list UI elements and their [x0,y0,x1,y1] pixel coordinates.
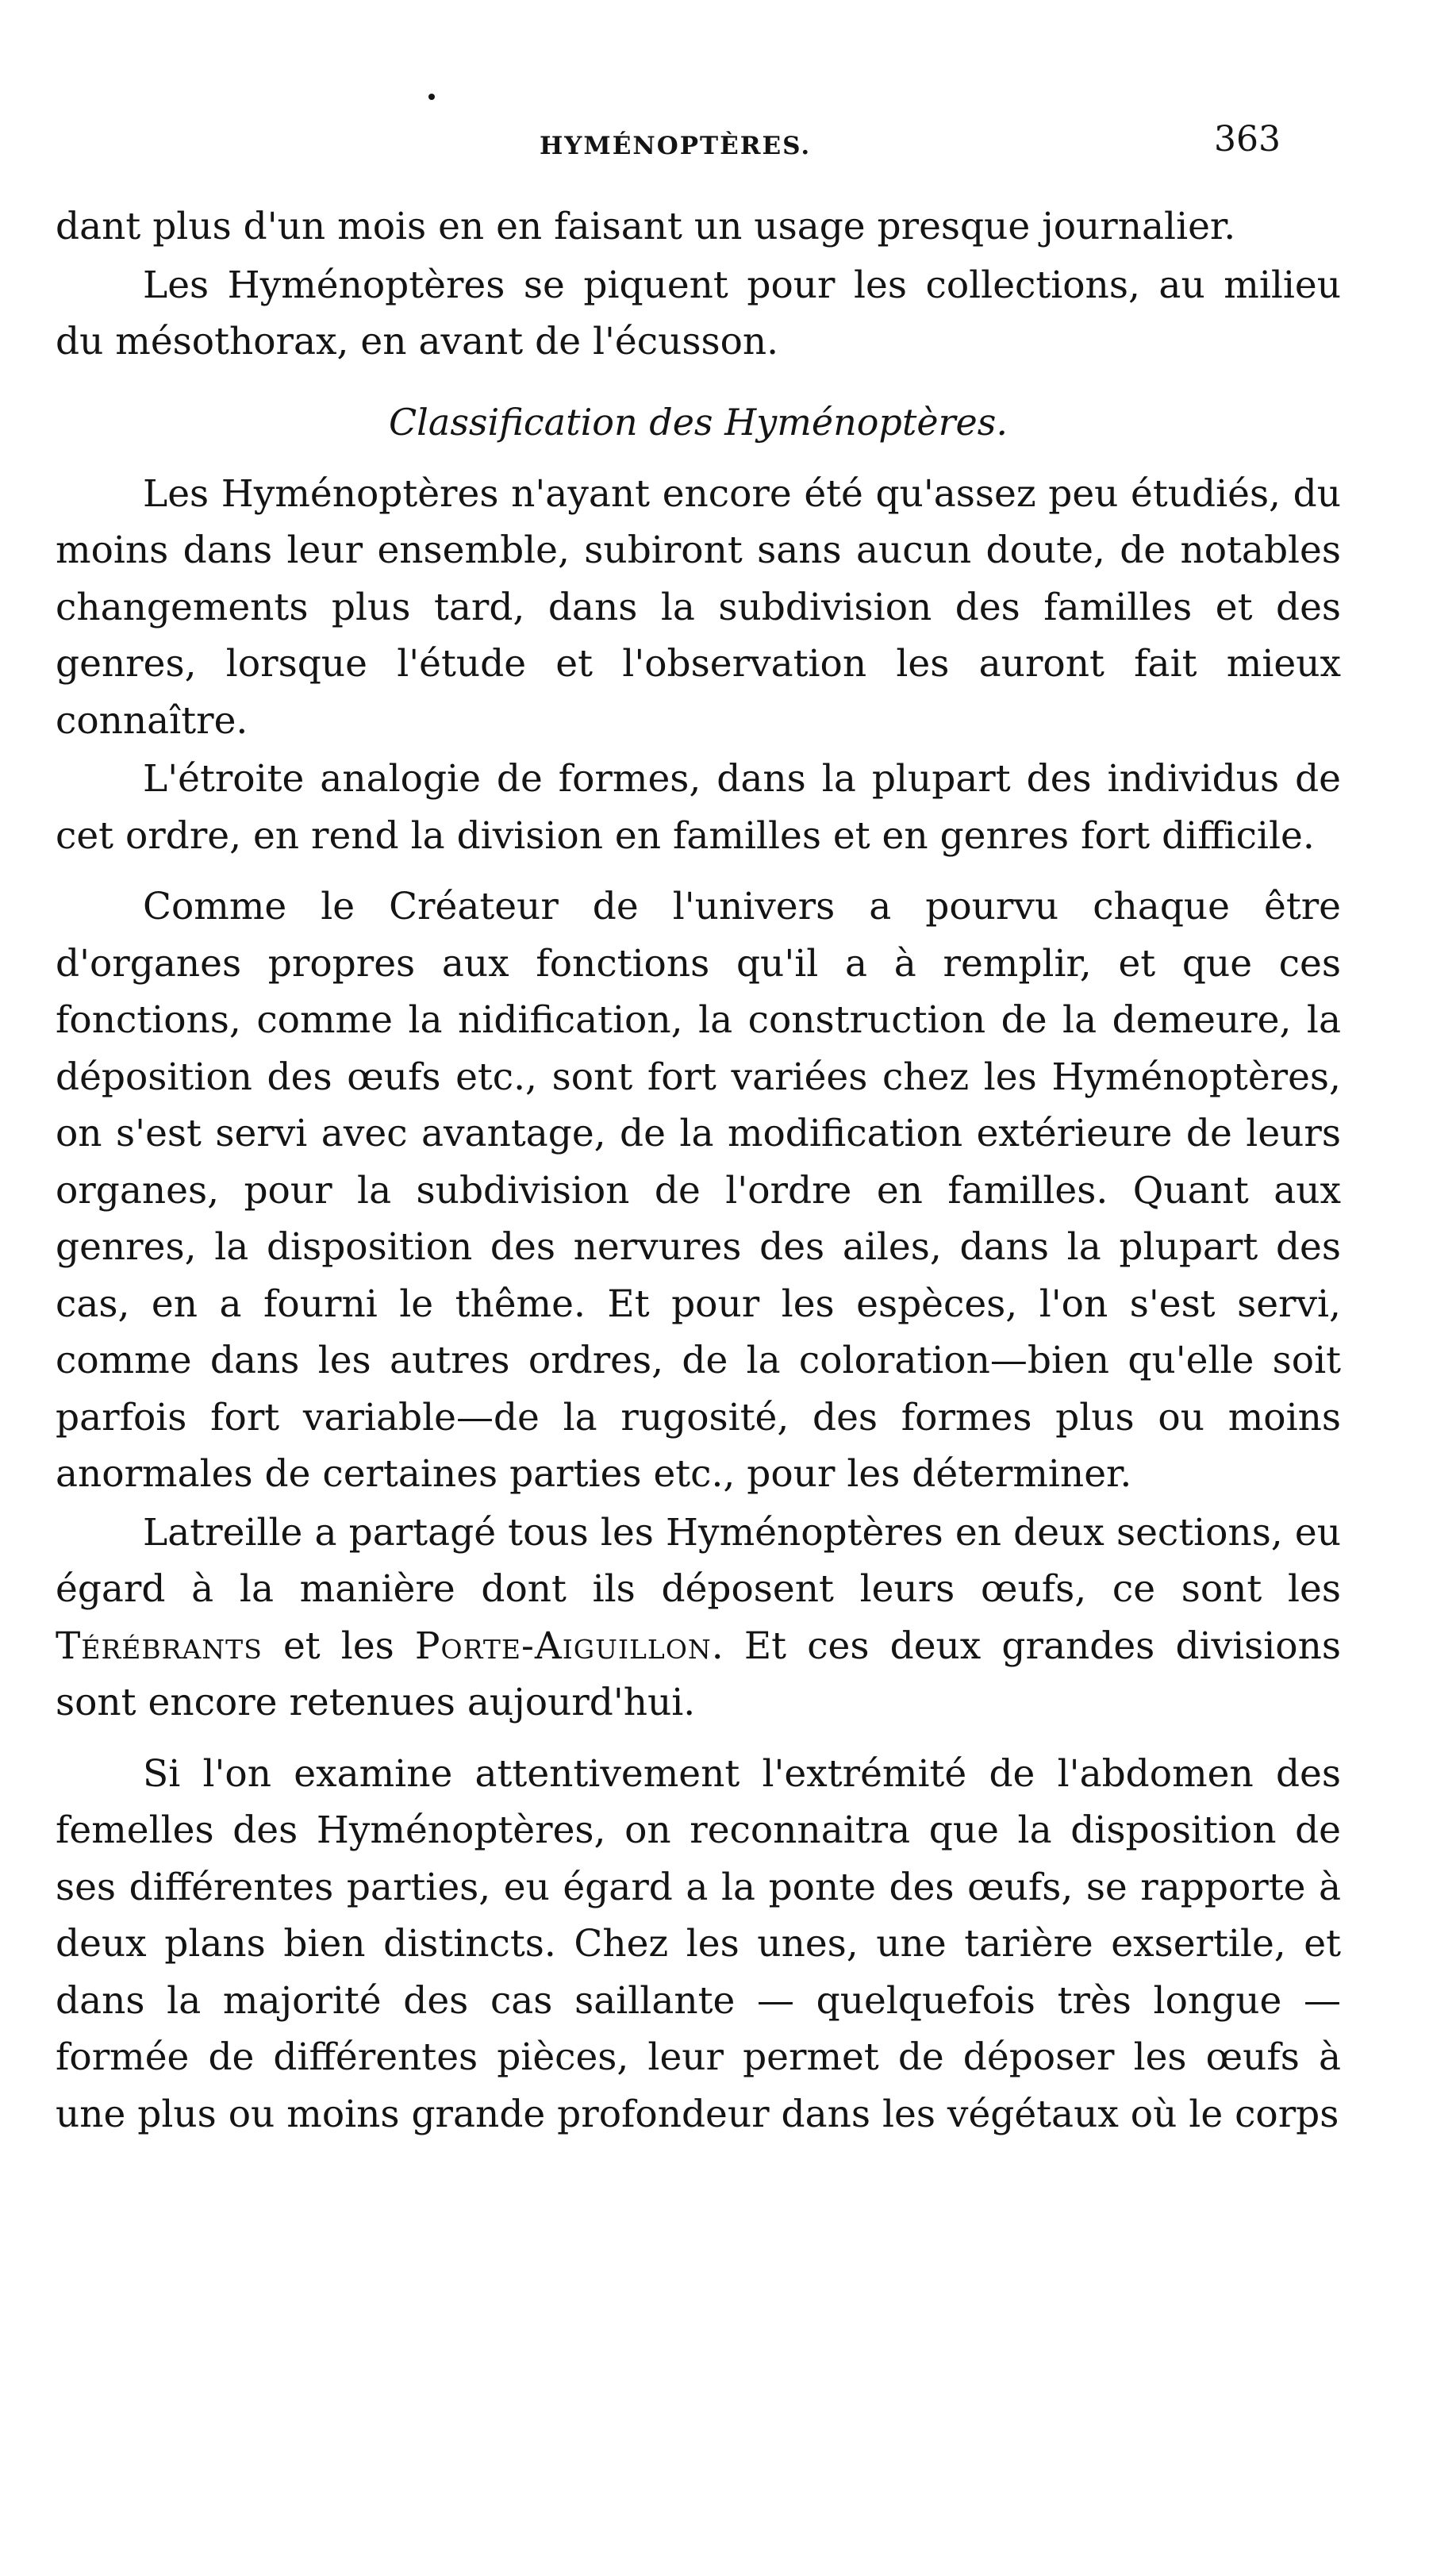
paragraph-abdomen: Si l'on examine attentivement l'extrémité de l'abdomen des femelles des Hyménoptères, on reconnaitra que la disposition de ses différentes parties, eu égard a la ponte des œufs, se rapporte à deux plans bien distincts. Chez les unes, une tarière exsertile, et dans la majorité des cas saillante — quelquefois très longue — formée de différentes pièces, leur permet de déposer les œufs à une plus ou moins grande profondeur dans les végétaux où le corps [56,1751,1341,2136]
term-terebrants: Térébrants [56,1624,263,1668]
paragraph-continued: dant plus d'un mois en en faisant un usage presque journalier. [56,205,1236,248]
ink-speck [428,94,435,100]
running-head: HYMÉNOPTÈRES. [540,132,812,160]
section-heading: Classification des Hyménoptères. [388,400,1008,444]
body-text [56,198,1341,2143]
paragraph-latreille [56,1505,1341,1731]
paragraph-study: Les Hyménoptères n'ayant encore été qu'assez peu étudiés, du moins dans leur ensemble, subiront sans aucun doute, de notables changements plus tard, dans la subdivision des familles et des genres, lorsque l'étude et l'observation les auront fait mieux connaître. [56,471,1341,743]
page-header [0,119,1456,167]
page-number: 363 [1214,119,1281,160]
latreille-text-start: Latreille a partagé tous les Hyménoptères en deux sections, eu égard à la manière dont ils déposent leurs œufs, ce sont les [56,1510,1341,1611]
paragraph-analogy: L'étroite analogie de formes, dans la plupart des individus de cet ordre, en rend la division en familles et en genres fort difficile. [56,757,1341,858]
term-porte-aiguillon: Porte-Aiguillon [414,1624,712,1668]
latreille-text-end: . Et ces deux grandes divisions sont encore retenues aujourd'hui. [56,1624,1341,1724]
paragraph-pinning: Les Hyménoptères se piquent pour les collections, au milieu du mésothorax, en avant de l'écusson. [56,263,1341,363]
latreille-text-middle: et les [262,1624,415,1668]
paragraph-creator: Comme le Créateur de l'univers a pourvu chaque être d'organes propres aux fonctions qu'il a à remplir, et que ces fonctions, comme la nidification, la construction de la demeure, la déposition des œufs etc., sont fort variées chez les Hyménoptères, on s'est servi avec avantage, de la modification extérieure de leurs organes, pour la subdivision de l'ordre en familles. Quant aux genres, la disposition des nervures des ailes, dans la plupart des cas, en a fourni le thême. Et pour les espèces, l'on s'est servi, comme dans les autres ordres, de la coloration—bien qu'elle soit parfois fort variable—de la rugosité, des formes plus ou moins anormales de certaines parties etc., pour les déterminer. [56,885,1341,1496]
